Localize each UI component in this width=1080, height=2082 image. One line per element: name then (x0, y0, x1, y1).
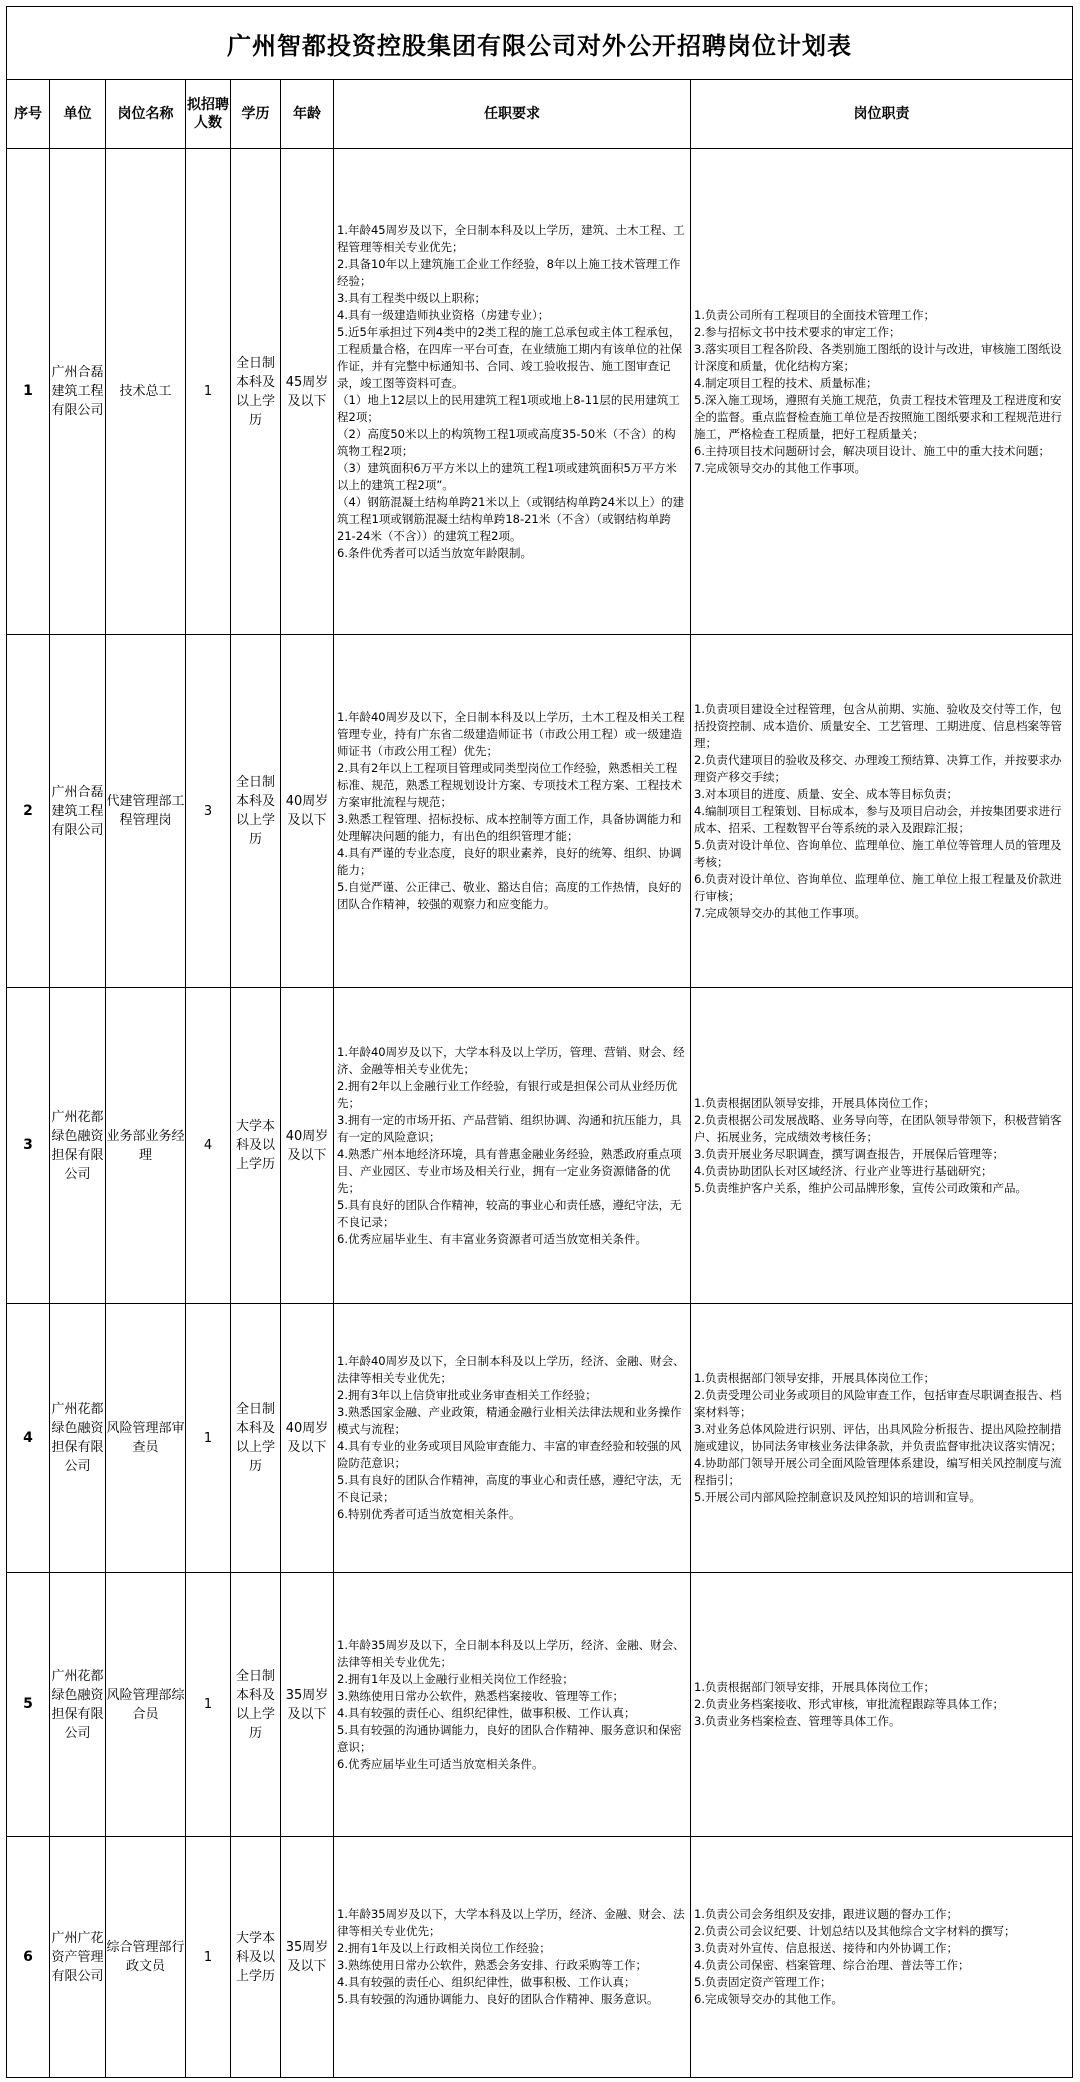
row-education: 全日制本科及以上学历 (231, 149, 281, 635)
row-position: 风险管理部综合员 (106, 1573, 186, 1837)
row-seq: 6 (7, 1837, 50, 2078)
row-requirements: 1.年龄40周岁及以下，全日制本科及以上学历，经济、金融、财会、法律等相关专业优先； 2.拥有3年以上信贷审批或业务审查相关工作经验； 3.熟悉国家金融、产业政策，精通金融行业相关法律法规和业务操作模式与流程； 4.具有专业的业务或项目风险审查能力、丰富的审查经验和较强的风险防范意识； 5.具有良好的团队合作精神，高度的事业心和责任感，遵纪守法，无不良记录； 6.特别优秀者可适当放宽相关条件。 (334, 1304, 691, 1573)
header-age: 年龄 (281, 80, 334, 149)
row-education: 大学本科及以上学历 (231, 988, 281, 1304)
header-position: 岗位名称 (106, 80, 186, 149)
row-unit: 广州合磊建筑工程有限公司 (50, 149, 106, 635)
row-requirements: 1.年龄35周岁及以下，全日制本科及以上学历，经济、金融、财会、法律等相关专业优先； 2.拥有1年及以上金融行业相关岗位工作经验； 3.熟练使用日常办公软件，熟悉档案接收、管理等工作； 4.具有较强的责任心、组织纪律性，做事积极、工作认真； 5.具有较强的沟通协调能力，良好的团队合作精神、服务意识和保密意识； 6.优秀应届毕业生可适当放宽相关条件。 (334, 1573, 691, 1837)
row-requirements: 1.年龄35周岁及以下，大学本科及以上学历，经济、金融、财会、法律等相关专业优先； 2.拥有1年及以上行政相关岗位工作经验； 3.熟练使用日常办公软件，熟悉会务安排、行政采购等工作； 4.具有较强的责任心、组织纪律性，做事积极、工作认真； 5.具有较强的沟通协调能力、良好的团队合作精神、服务意识。 (334, 1837, 691, 2078)
row-seq: 3 (7, 988, 50, 1304)
row-duties: 1.负责项目建设全过程管理，包含从前期、实施、验收及交付等工作，包括投资控制、成本造价、质量安全、工艺管理、工期进度、信息档案等管理； 2.负责代建项目的验收及移交、办理竣工预结算、决算工作，并按要求办理资产移交手续； 3.对本项目的进度、质量、安全、成本等目标负责； 4.编制项目工程策划、目标成本，参与及项目启动会，并按集团要求进行成本、招采、工程数智平台等系统的录入及跟踪汇报； 5.负责对设计单位、咨询单位、监理单位、施工单位等管理人员的管理及考核； 6.负责对设计单位、咨询单位、监理单位、施工单位上报工程量及价款进行审核； 7.完成领导交办的其他工作事项。 (691, 635, 1073, 988)
header-unit: 单位 (50, 80, 106, 149)
row-seq: 5 (7, 1573, 50, 1837)
header-seq: 序号 (7, 80, 50, 149)
table-row (7, 635, 1073, 988)
row-count: 3 (186, 635, 231, 988)
header-requirements: 任职要求 (334, 80, 691, 149)
row-age: 40周岁及以下 (281, 635, 334, 988)
header-duties: 岗位职责 (691, 80, 1073, 149)
row-age: 40周岁及以下 (281, 988, 334, 1304)
row-count: 1 (186, 149, 231, 635)
row-duties: 1.负责根据团队领导安排，开展具体岗位工作； 2.负责根据公司发展战略、业务导向等，在团队领导带领下，积极营销客户、拓展业务，完成绩效考核任务； 3.负责开展业务尽职调查，撰写调查报告，开展保后管理等； 4.负责协助团队长对区域经济、行业产业等进行基础研究； 5.负责维护客户关系，维护公司品牌形象，宣传公司政策和产品。 (691, 988, 1073, 1304)
row-requirements: 1.年龄40周岁及以下，大学本科及以上学历，管理、营销、财会、经济、金融等相关专业优先； 2.拥有2年以上金融行业工作经验，有银行或是担保公司从业经历优先； 3.拥有一定的市场开拓、产品营销、组织协调、沟通和抗压能力，具有一定的风险意识； 4.熟悉广州本地经济环境，具有普惠金融业务经验，熟悉政府重点项目、产业园区、专业市场及相关行业，拥有一定业务资源储备的优先； 5.具有良好的团队合作精神，较高的事业心和责任感，遵纪守法，无不良记录； 6.优秀应届毕业生、有丰富业务资源者可适当放宽相关条件。 (334, 988, 691, 1304)
row-position: 业务部业务经理 (106, 988, 186, 1304)
row-duties: 1.负责公司会务组织及安排，跟进议题的督办工作； 2.负责公司会议纪要、计划总结以及其他综合文字材料的撰写； 3.负责对外宣传、信息报送、接待和内外协调工作； 4.负责公司保密、档案管理、综合治理、普法等工作； 5.负责固定资产管理工作； 6.完成领导交办的其他工作。 (691, 1837, 1073, 2078)
row-age: 45周岁及以下 (281, 149, 334, 635)
row-seq: 4 (7, 1304, 50, 1573)
row-age: 35周岁及以下 (281, 1837, 334, 2078)
row-count: 1 (186, 1573, 231, 1837)
recruitment-table-sheet (6, 6, 1072, 2078)
row-duties: 1.负责根据部门领导安排，开展具体岗位工作； 2.负责业务档案接收、形式审核，审批流程跟踪等具体工作； 3.负责业务档案检查、管理等具体工作。 (691, 1573, 1073, 1837)
row-requirements: 1.年龄45周岁及以下，全日制本科及以上学历，建筑、土木工程、工程管理等相关专业优先； 2.具备10年以上建筑施工企业工作经验，8年以上施工技术管理工作经验； 3.具有工程类中级以上职称； 4.具有一级建造师执业资格（房建专业）； 5.近5年承担过下列4类中的2类工程的施工总承包或主体工程承包，工程质量合格，在四库一平台可查，在业绩施工期内有该单位的社保作证，并有完整中标通知书、合同、竣工验收报告、施工图审查记录，竣工图等资料可查。 （1）地上12层以上的民用建筑工程1项或地上8-11层的民用建筑工程2项； （2）高度50米以上的构筑物工程1项或高度35-50米（不含）的构筑物工程2项； （3）建筑面积6万平方米以上的建筑工程1项或建筑面积5万平方米以上的建筑工程2项”。 （4）钢筋混凝土结构单跨21米以上（或钢结构单跨24米以上）的建筑工程1项或钢筋混凝土结构单跨18-21米（不含）（或钢结构单跨21-24米（不含））的建筑工程2项。 6.条件优秀者可以适当放宽年龄限制。 (334, 149, 691, 635)
row-seq: 1 (7, 149, 50, 635)
table-row (7, 1304, 1073, 1573)
recruitment-plan-table (6, 6, 1073, 2078)
row-count: 1 (186, 1837, 231, 2078)
table-row (7, 1837, 1073, 2078)
table-title: 广州智都投资控股集团有限公司对外公开招聘岗位计划表 (7, 7, 1073, 80)
row-unit: 广州花都绿色融资担保有限公司 (50, 1573, 106, 1837)
row-requirements: 1.年龄40周岁及以下，全日制本科及以上学历，土木工程及相关工程管理专业，持有广东省二级建造师证书（市政公用工程）或一级建造师证书（市政公用工程）优先； 2.具有2年以上工程项目管理或同类型岗位工作经验，熟悉相关工程标准、规范，熟悉工程规划设计方案、专项技术工程方案、工程技术方案审批流程与规范； 3.熟悉工程管理、招标投标、成本控制等方面工作，具备协调能力和处理解决问题的能力，有出色的组织管理才能； 4.具有严谨的专业态度，良好的职业素养，良好的统筹、组织、协调能力； 5.自觉严谨、公正律己、敬业、豁达自信；高度的工作热情，良好的团队合作精神，较强的观察力和应变能力。 (334, 635, 691, 988)
row-unit: 广州合磊建筑工程有限公司 (50, 635, 106, 988)
row-education: 全日制本科及以上学历 (231, 1304, 281, 1573)
row-education: 全日制本科及以上学历 (231, 635, 281, 988)
row-position: 综合管理部行政文员 (106, 1837, 186, 2078)
table-row (7, 988, 1073, 1304)
row-position: 代建管理部工程管理岗 (106, 635, 186, 988)
row-position: 技术总工 (106, 149, 186, 635)
row-unit: 广州花都绿色融资担保有限公司 (50, 988, 106, 1304)
row-education: 大学本科及以上学历 (231, 1837, 281, 2078)
row-unit: 广州广花资产管理有限公司 (50, 1837, 106, 2078)
row-education: 全日制本科及以上学历 (231, 1573, 281, 1837)
row-unit: 广州花都绿色融资担保有限公司 (50, 1304, 106, 1573)
row-position: 风险管理部审查员 (106, 1304, 186, 1573)
row-duties: 1.负责公司所有工程项目的全面技术管理工作； 2.参与招标文书中技术要求的审定工作； 3.落实项目工程各阶段、各类别施工图纸的设计与改进，审核施工图纸设计深度和质量，优化结构方案； 4.制定项目工程的技术、质量标准； 5.深入施工现场，遵照有关施工规范，负责工程技术管理及工程进度和安全的监督。重点监督检查施工单位是否按照施工图纸要求和工程规范进行施工，严格检查工程质量，把好工程质量关； 6.主持项目技术问题研讨会，解决项目设计、施工中的重大技术问题； 7.完成领导交办的其他工作事项。 (691, 149, 1073, 635)
row-age: 35周岁及以下 (281, 1573, 334, 1837)
row-age: 40周岁及以下 (281, 1304, 334, 1573)
row-count: 1 (186, 1304, 231, 1573)
row-duties: 1.负责根据部门领导安排，开展具体岗位工作； 2.负责受理公司业务或项目的风险审查工作，包括审查尽职调查报告、档案材料等； 3.对业务总体风险进行识别、评估，出具风险分析报告、提出风险控制措施或建议，协同法务审核业务法律条款，并负责监督审批决议落实情况； 4.协助部门领导开展公司全面风险管理体系建设，编写相关风控制度与流程指引； 5.开展公司内部风险控制意识及风控知识的培训和宣导。 (691, 1304, 1073, 1573)
table-row (7, 149, 1073, 635)
header-row (7, 80, 1073, 149)
row-seq: 2 (7, 635, 50, 988)
table-row (7, 1573, 1073, 1837)
row-count: 4 (186, 988, 231, 1304)
header-education: 学历 (231, 80, 281, 149)
header-count: 拟招聘人数 (186, 80, 231, 149)
